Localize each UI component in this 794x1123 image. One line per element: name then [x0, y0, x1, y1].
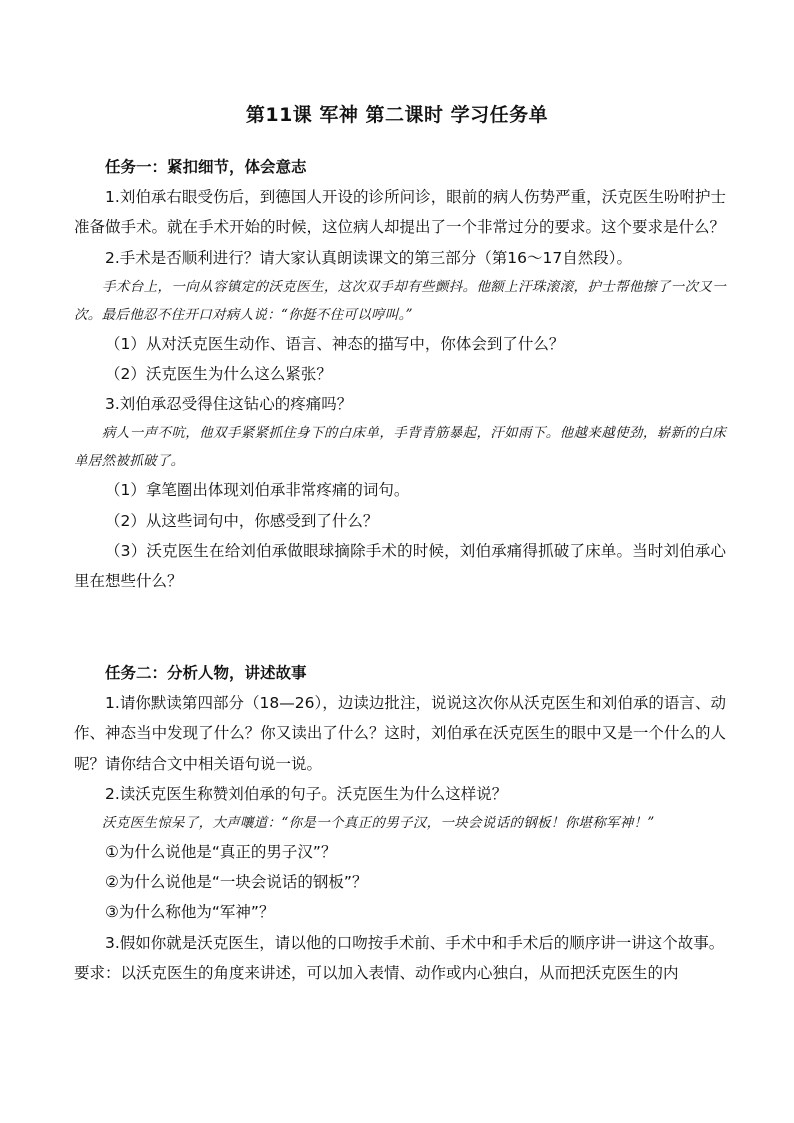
sub-question: （2）沃克医生为什么这么紧张？ [105, 365, 332, 384]
circled-question: ①为什么说他是“真正的男子汉”？ [105, 843, 337, 862]
task-two-section [74, 658, 726, 988]
excerpt-operation-table: 手术台上，一向从容镇定的沃克医生，这次双手却有些颤抖。他额上汗珠滚滚，护士帮他擦了一次又一次。最后他忍不住开口对病人说：“你挺不住可以哼叫。” [74, 278, 726, 323]
task-one-section [74, 152, 726, 596]
task-two-question-3: 3.假如你就是沃克医生，请以他的口吻按手术前、手术中和手术后的顺序讲一讲这个故事。 [105, 933, 725, 952]
sub-question: （1）从对沃克医生动作、语言、神态的描写中，你体会到了什么？ [105, 334, 565, 353]
task-two-requirements: 要求：以沃克医生的角度来讲述，可以加入表情、动作或内心独白，从而把沃克医生的内 [74, 963, 679, 982]
task-one-question-1: 1.刘伯承右眼受伤后，到德国人开设的诊所问诊，眼前的病人伤势严重，沃克医生吩咐护士准备做手术。就在手术开始的时候，这位病人却提出了一个非常过分的要求。这个要求是什么？ [74, 188, 726, 237]
page-title: 第11课 军神 第二课时 学习任务单 [245, 104, 549, 126]
task-two-question-2: 2.读沃克医生称赞刘伯承的句子。沃克医生为什么这样说？ [105, 784, 508, 803]
excerpt-doctor-praise: 沃克医生惊呆了，大声嚷道：“你是一个真正的男子汉，一块会说话的钢板！你堪称军神！” [102, 815, 655, 832]
circled-question: ③为什么称他为“军神”？ [105, 903, 275, 922]
sub-question: （1）拿笔圈出体现刘伯承非常疼痛的词句。 [105, 481, 410, 500]
task-one-question-2: 2.手术是否顺利进行？请大家认真朗读课文的第三部分（第16～17自然段）。 [105, 248, 632, 267]
task-one-heading: 任务一：紧扣细节，体会意志 [105, 158, 307, 176]
task-two-heading: 任务二：分析人物，讲述故事 [105, 664, 307, 682]
excerpt-patient-silent: 病人一声不吭，他双手紧紧抓住身下的白床单，手背青筋暴起，汗如雨下。他越来越使劲，崭新的白床单居然被抓破了。 [74, 425, 726, 470]
sub-question: （2）从这些词句中，你感受到了什么？ [105, 511, 379, 530]
task-one-question-3: 3.刘伯承忍受得住这钻心的疼痛吗？ [105, 395, 353, 414]
sub-question: （3）沃克医生在给刘伯承做眼球摘除手术的时候，刘伯承痛得抓破了床单。当时刘伯承心里在想些什么？ [74, 541, 726, 591]
circled-question: ②为什么说他是“一块会说话的钢板”？ [105, 873, 368, 892]
task-two-question-1: 1.请你默读第四部分（18—26），边读边批注，说说这次你从沃克医生和刘伯承的语言、动作、神态当中发现了什么？你又读出了什么？这时，刘伯承在沃克医生的眼中又是一个什么的人呢？请你结合文中相关语句说一说。 [74, 694, 726, 773]
